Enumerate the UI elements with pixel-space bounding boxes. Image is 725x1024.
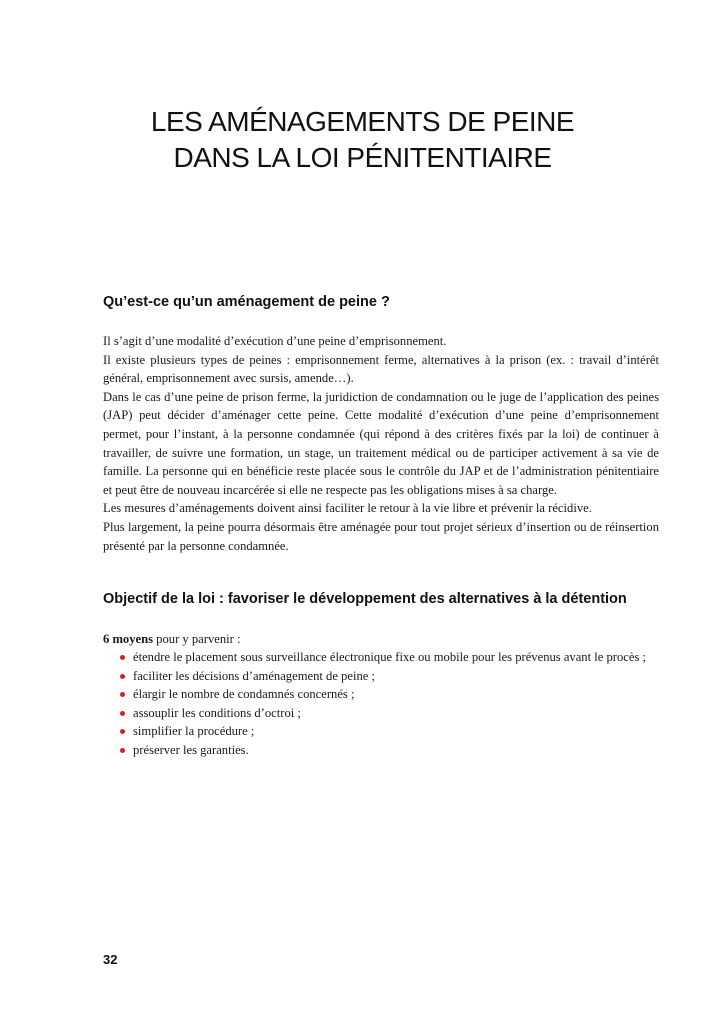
section-heading-definition: Qu’est-ce qu’un aménagement de peine ? [103, 294, 390, 310]
means-count: 6 moyens [103, 632, 154, 646]
section-heading-objective: Objectif de la loi : favoriser le développement des alternatives à la détention [103, 591, 627, 607]
page-title-line-2: DANS LA LOI PÉNITENTIAIRE [173, 142, 552, 173]
paragraph: Il existe plusieurs types de peines : emprisonnement ferme, alternatives à la prison (ex. : travail d’intérêt général, emprisonnement avec sursis, amende…). [103, 352, 659, 386]
means-intro [103, 630, 240, 649]
means-intro-rest: pour y parvenir : [153, 632, 241, 646]
paragraph: Dans le cas d’une peine de prison ferme, la juridiction de condamnation ou le juge de l’application des peines (JAP) peut décider d’aménager cette peine. Cette modalité d’exécution d’une peine d’emprisonnement permet, pour l’instant, à la personne condamnée (qui répond à des critères fixés par la loi) de continuer à travailler, de suivre une formation, un stage, un traitement médical ou de participer activement à sa vie de famille. La personne qui en bénéficie reste placée sous le contrôle du JAP et de l’administration pénitentiaire et peut être de nouveau incarcérée si elle ne respecte pas les obligations mises à sa charge. [103, 389, 659, 497]
page-title [0, 104, 725, 176]
list-item: simplifier la procédure ; [120, 722, 646, 741]
page-title-line-1: LES AMÉNAGEMENTS DE PEINE [150, 106, 575, 137]
paragraph: Il s’agit d’une modalité d’exécution d’une peine d’emprisonnement. [103, 334, 447, 348]
bullet-dot-icon [120, 655, 125, 660]
paragraph: Les mesures d’aménagements doivent ainsi faciliter le retour à la vie libre et prévenir la récidive. [103, 501, 592, 516]
definition-text-block [103, 332, 659, 555]
list-item: faciliter les décisions d’aménagement de peine ; [120, 667, 646, 686]
list-item: étendre le placement sous surveillance électronique fixe ou mobile pour les prévenus avant le procès ; [120, 648, 646, 667]
list-item: assouplir les conditions d’octroi ; [120, 704, 646, 723]
bullet-dot-icon [120, 674, 125, 679]
bullet-dot-icon [120, 729, 125, 734]
means-list [120, 648, 646, 760]
bullet-dot-icon [120, 711, 125, 716]
list-item: élargir le nombre de condamnés concernés ; [120, 685, 646, 704]
page-number: 32 [103, 952, 118, 967]
list-item: préserver les garanties. [120, 741, 646, 760]
paragraph: Plus largement, la peine pourra désormais être aménagée pour tout projet sérieux d’insertion ou de réinsertion présenté par la personne condamnée. [103, 519, 659, 553]
bullet-dot-icon [120, 748, 125, 753]
bullet-dot-icon [120, 692, 125, 697]
